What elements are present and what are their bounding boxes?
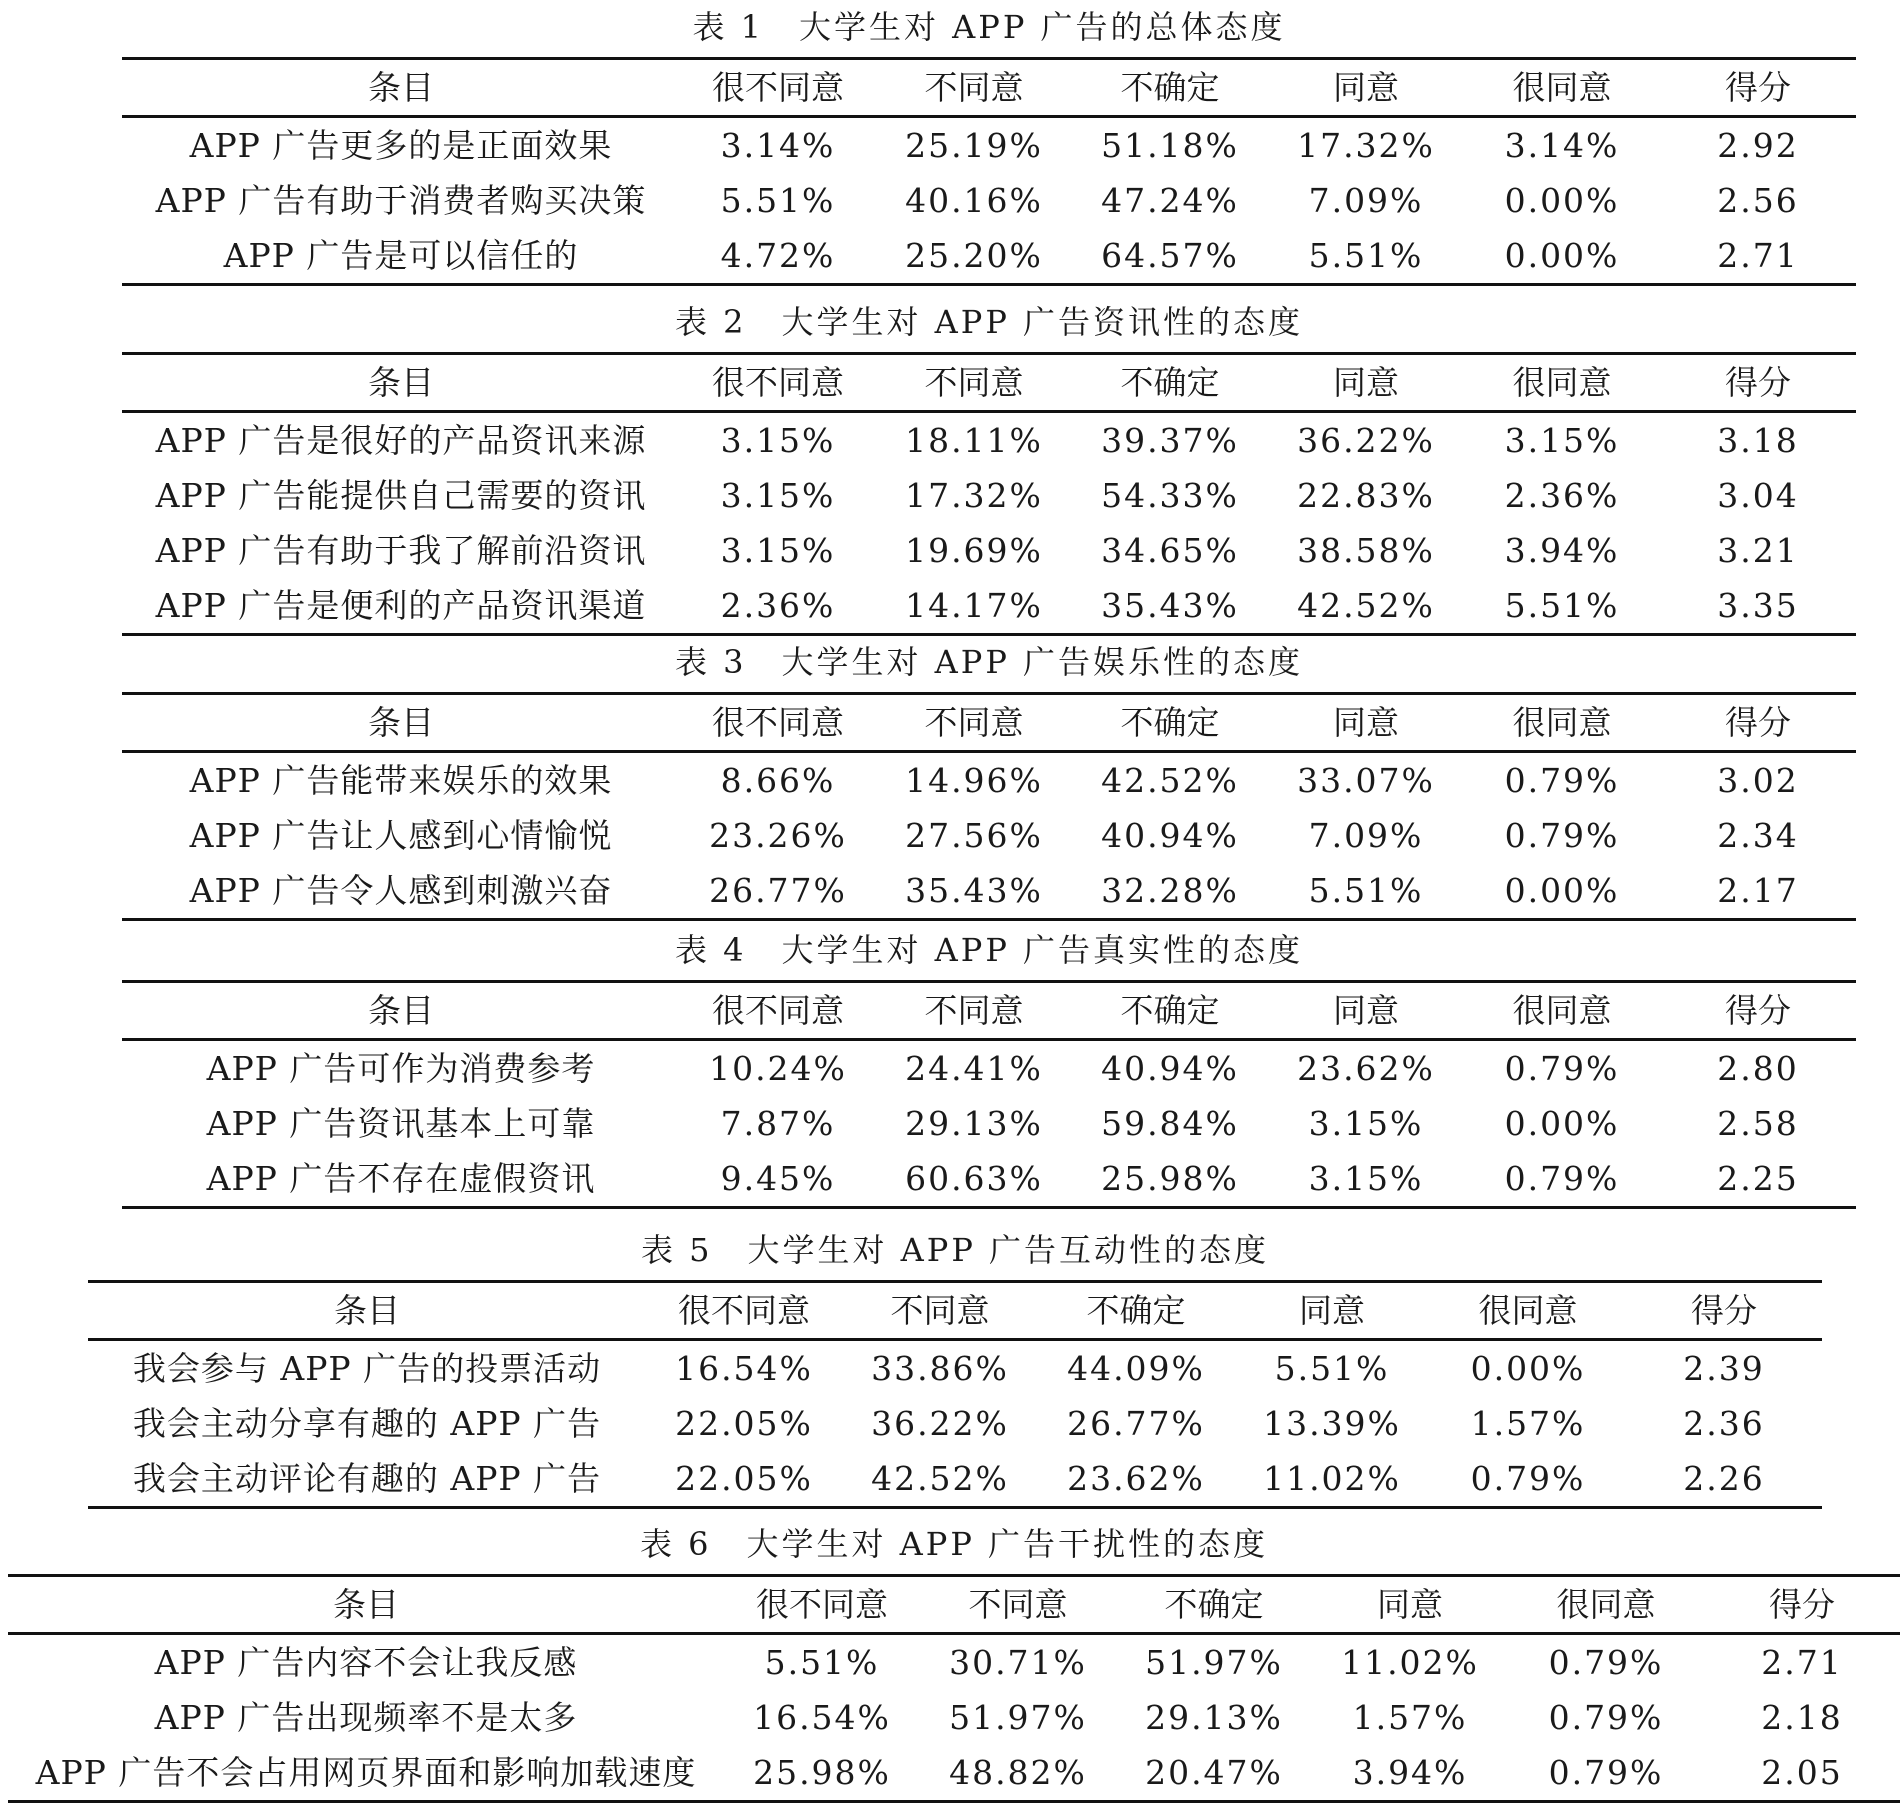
cell-agree: 22.83% — [1297, 476, 1435, 515]
cell-strongly-agree: 0.79% — [1464, 1151, 1660, 1208]
cell-score: 2.71 — [1660, 228, 1856, 285]
cell-disagree: 40.16% — [905, 181, 1043, 220]
column-header-score: 得分 — [1660, 982, 1856, 1040]
column-header-strongly-disagree: 很不同意 — [680, 59, 876, 117]
column-header-disagree: 不同意 — [876, 982, 1072, 1040]
table-row — [88, 1451, 1822, 1508]
data-table — [122, 980, 1856, 1209]
cell-strongly-disagree: 3.15% — [720, 421, 836, 460]
cell-strongly-agree: 0.79% — [1548, 1698, 1664, 1737]
cell-strongly-disagree: 3.14% — [720, 126, 836, 165]
column-header-item: 条目 — [122, 694, 680, 752]
cell-agree: 5.51% — [1274, 1349, 1390, 1388]
cell-score: 2.56 — [1717, 181, 1799, 220]
cell-disagree: 33.86% — [871, 1349, 1009, 1388]
cell-strongly-disagree: 22.05% — [646, 1451, 842, 1508]
column-header-agree: 同意 — [1268, 694, 1464, 752]
cell-strongly-disagree: 3.15% — [720, 531, 836, 570]
cell-uncertain: 39.37% — [1101, 421, 1239, 460]
column-header-disagree: 不同意 — [876, 354, 1072, 412]
cell-uncertain: 23.62% — [1038, 1451, 1234, 1508]
column-header-strongly-disagree: 很不同意 — [680, 982, 876, 1040]
column-header-disagree: 不同意 — [876, 59, 1072, 117]
column-header-strongly-disagree: 很不同意 — [724, 1576, 920, 1634]
data-table — [122, 692, 1856, 921]
cell-disagree: 42.52% — [842, 1451, 1038, 1508]
table-row — [8, 1634, 1900, 1691]
column-header-item: 条目 — [122, 59, 680, 117]
cell-uncertain: 26.77% — [1067, 1404, 1205, 1443]
data-table — [88, 1280, 1822, 1509]
table-row — [122, 468, 1856, 523]
cell-agree: 3.15% — [1308, 1104, 1424, 1143]
cell-strongly-disagree: 26.77% — [680, 863, 876, 920]
column-header-score: 得分 — [1704, 1576, 1900, 1634]
row-label: APP 广告让人感到心情愉悦 — [189, 816, 613, 855]
cell-strongly-disagree: 16.54% — [675, 1349, 813, 1388]
table-row — [122, 412, 1856, 469]
cell-strongly-disagree: 10.24% — [709, 1049, 847, 1088]
cell-uncertain: 35.43% — [1072, 578, 1268, 635]
cell-disagree: 35.43% — [876, 863, 1072, 920]
table-row — [122, 1151, 1856, 1208]
column-header-score: 得分 — [1660, 59, 1856, 117]
column-header-strongly-disagree: 很不同意 — [680, 354, 876, 412]
row-label: APP 广告能带来娱乐的效果 — [189, 761, 613, 800]
cell-disagree: 48.82% — [920, 1745, 1116, 1802]
column-header-item: 条目 — [122, 354, 680, 412]
cell-agree: 11.02% — [1341, 1643, 1479, 1682]
cell-strongly-disagree: 4.72% — [680, 228, 876, 285]
row-label: APP 广告不会占用网页界面和影响加载速度 — [8, 1745, 724, 1802]
cell-disagree: 29.13% — [905, 1104, 1043, 1143]
column-header-strongly-agree: 很同意 — [1508, 1576, 1704, 1634]
table-row — [88, 1396, 1822, 1451]
table-row — [122, 808, 1856, 863]
table-caption: 表 3 大学生对 APP 广告娱乐性的态度 — [674, 643, 1304, 681]
cell-disagree: 24.41% — [905, 1049, 1043, 1088]
cell-score: 3.04 — [1717, 476, 1799, 515]
cell-agree: 7.09% — [1308, 181, 1424, 220]
cell-strongly-agree: 3.94% — [1504, 531, 1620, 570]
row-label: APP 广告是很好的产品资讯来源 — [155, 421, 647, 460]
cell-strongly-agree: 3.14% — [1504, 126, 1620, 165]
cell-agree: 7.09% — [1308, 816, 1424, 855]
row-label: APP 广告能提供自己需要的资讯 — [155, 476, 647, 515]
cell-disagree: 51.97% — [949, 1698, 1087, 1737]
header-row — [122, 59, 1856, 117]
header-row — [122, 694, 1856, 752]
row-label: APP 广告资讯基本上可靠 — [206, 1104, 596, 1143]
header-row — [8, 1576, 1900, 1634]
column-header-strongly-agree: 很同意 — [1430, 1282, 1626, 1340]
cell-disagree: 25.19% — [905, 126, 1043, 165]
header-row — [88, 1282, 1822, 1340]
column-header-agree: 同意 — [1268, 59, 1464, 117]
cell-strongly-disagree: 8.66% — [720, 761, 836, 800]
row-label: 我会参与 APP 广告的投票活动 — [132, 1349, 602, 1388]
cell-agree: 42.52% — [1268, 578, 1464, 635]
column-header-uncertain: 不确定 — [1116, 1576, 1312, 1634]
column-header-agree: 同意 — [1234, 1282, 1430, 1340]
cell-score: 3.35 — [1660, 578, 1856, 635]
row-label: APP 广告是可以信任的 — [122, 228, 680, 285]
column-header-strongly-disagree: 很不同意 — [680, 694, 876, 752]
cell-uncertain: 44.09% — [1067, 1349, 1205, 1388]
cell-uncertain: 29.13% — [1145, 1698, 1283, 1737]
row-label: APP 广告有助于我了解前沿资讯 — [155, 531, 647, 570]
row-label: APP 广告内容不会让我反感 — [154, 1643, 578, 1682]
table-row — [122, 1040, 1856, 1097]
table-row — [122, 523, 1856, 578]
column-header-strongly-agree: 很同意 — [1464, 694, 1660, 752]
cell-strongly-disagree: 25.98% — [724, 1745, 920, 1802]
cell-strongly-agree: 5.51% — [1464, 578, 1660, 635]
table-row — [122, 228, 1856, 285]
table-row — [8, 1690, 1900, 1745]
column-header-uncertain: 不确定 — [1072, 982, 1268, 1040]
table-caption: 表 4 大学生对 APP 广告真实性的态度 — [674, 931, 1304, 969]
column-header-strongly-disagree: 很不同意 — [646, 1282, 842, 1340]
cell-score: 2.25 — [1660, 1151, 1856, 1208]
column-header-uncertain: 不确定 — [1072, 694, 1268, 752]
cell-uncertain: 64.57% — [1072, 228, 1268, 285]
cell-agree: 36.22% — [1297, 421, 1435, 460]
cell-strongly-agree: 0.79% — [1508, 1745, 1704, 1802]
cell-strongly-agree: 3.15% — [1504, 421, 1620, 460]
cell-score: 3.18 — [1717, 421, 1799, 460]
table-row — [122, 1096, 1856, 1151]
cell-strongly-agree: 0.00% — [1504, 1104, 1620, 1143]
cell-score: 2.71 — [1761, 1643, 1843, 1682]
cell-uncertain: 40.94% — [1101, 816, 1239, 855]
cell-strongly-disagree: 2.36% — [680, 578, 876, 635]
cell-agree: 17.32% — [1297, 126, 1435, 165]
cell-uncertain: 34.65% — [1101, 531, 1239, 570]
cell-score: 3.21 — [1717, 531, 1799, 570]
cell-score: 2.39 — [1683, 1349, 1765, 1388]
cell-agree: 5.51% — [1268, 228, 1464, 285]
column-header-item: 条目 — [8, 1576, 724, 1634]
column-header-strongly-agree: 很同意 — [1464, 59, 1660, 117]
column-header-disagree: 不同意 — [920, 1576, 1116, 1634]
table-row — [88, 1340, 1822, 1397]
cell-score: 2.36 — [1683, 1404, 1765, 1443]
table-row — [122, 752, 1856, 809]
cell-uncertain: 40.94% — [1101, 1049, 1239, 1088]
table-row — [8, 1745, 1900, 1802]
cell-strongly-agree: 0.00% — [1470, 1349, 1586, 1388]
cell-score: 3.02 — [1717, 761, 1799, 800]
column-header-strongly-agree: 很同意 — [1464, 354, 1660, 412]
cell-strongly-disagree: 16.54% — [753, 1698, 891, 1737]
cell-strongly-disagree: 3.15% — [720, 476, 836, 515]
cell-score: 2.17 — [1660, 863, 1856, 920]
row-label: APP 广告更多的是正面效果 — [189, 126, 613, 165]
row-label: APP 广告有助于消费者购买决策 — [155, 181, 647, 220]
cell-disagree: 17.32% — [905, 476, 1043, 515]
table-caption: 表 2 大学生对 APP 广告资讯性的态度 — [674, 303, 1304, 341]
column-header-strongly-agree: 很同意 — [1464, 982, 1660, 1040]
cell-uncertain: 54.33% — [1101, 476, 1239, 515]
cell-disagree: 30.71% — [949, 1643, 1087, 1682]
column-header-score: 得分 — [1660, 694, 1856, 752]
data-table — [122, 57, 1856, 286]
column-header-agree: 同意 — [1268, 982, 1464, 1040]
cell-strongly-agree: 0.79% — [1430, 1451, 1626, 1508]
column-header-agree: 同意 — [1312, 1576, 1508, 1634]
cell-score: 2.58 — [1717, 1104, 1799, 1143]
table-caption: 表 5 大学生对 APP 广告互动性的态度 — [640, 1231, 1270, 1269]
cell-score: 2.18 — [1761, 1698, 1843, 1737]
cell-score: 2.26 — [1626, 1451, 1822, 1508]
row-label: APP 广告令人感到刺激兴奋 — [122, 863, 680, 920]
column-header-agree: 同意 — [1268, 354, 1464, 412]
column-header-uncertain: 不确定 — [1072, 59, 1268, 117]
cell-strongly-agree: 0.00% — [1464, 228, 1660, 285]
table-row — [122, 173, 1856, 228]
data-table — [8, 1574, 1900, 1803]
cell-strongly-disagree: 22.05% — [675, 1404, 813, 1443]
cell-agree: 23.62% — [1297, 1049, 1435, 1088]
cell-uncertain: 59.84% — [1101, 1104, 1239, 1143]
cell-score: 2.92 — [1717, 126, 1799, 165]
column-header-disagree: 不同意 — [876, 694, 1072, 752]
cell-disagree: 27.56% — [905, 816, 1043, 855]
column-header-uncertain: 不确定 — [1072, 354, 1268, 412]
cell-score: 2.34 — [1717, 816, 1799, 855]
row-label: 我会主动分享有趣的 APP 广告 — [132, 1404, 602, 1443]
cell-uncertain: 20.47% — [1116, 1745, 1312, 1802]
cell-agree: 38.58% — [1297, 531, 1435, 570]
column-header-item: 条目 — [122, 982, 680, 1040]
column-header-disagree: 不同意 — [842, 1282, 1038, 1340]
cell-disagree: 25.20% — [876, 228, 1072, 285]
cell-score: 2.80 — [1717, 1049, 1799, 1088]
row-label: APP 广告不存在虚假资讯 — [122, 1151, 680, 1208]
cell-strongly-agree: 0.79% — [1504, 1049, 1620, 1088]
cell-strongly-agree: 2.36% — [1504, 476, 1620, 515]
cell-agree: 33.07% — [1297, 761, 1435, 800]
cell-disagree: 18.11% — [905, 421, 1043, 460]
row-label: 我会主动评论有趣的 APP 广告 — [88, 1451, 646, 1508]
cell-disagree: 36.22% — [871, 1404, 1009, 1443]
table-caption: 表 6 大学生对 APP 广告干扰性的态度 — [639, 1525, 1269, 1563]
data-table — [122, 352, 1856, 636]
cell-score: 2.05 — [1704, 1745, 1900, 1802]
header-row — [122, 354, 1856, 412]
cell-agree: 3.94% — [1312, 1745, 1508, 1802]
cell-disagree: 60.63% — [876, 1151, 1072, 1208]
column-header-score: 得分 — [1660, 354, 1856, 412]
cell-strongly-agree: 0.79% — [1504, 816, 1620, 855]
cell-strongly-agree: 0.79% — [1548, 1643, 1664, 1682]
row-label: APP 广告是便利的产品资讯渠道 — [122, 578, 680, 635]
cell-uncertain: 51.97% — [1145, 1643, 1283, 1682]
cell-uncertain: 47.24% — [1101, 181, 1239, 220]
header-row — [122, 982, 1856, 1040]
row-label: APP 广告出现频率不是太多 — [154, 1698, 578, 1737]
column-header-item: 条目 — [88, 1282, 646, 1340]
cell-strongly-agree: 0.00% — [1464, 863, 1660, 920]
cell-agree: 13.39% — [1263, 1404, 1401, 1443]
table-row — [122, 863, 1856, 920]
cell-disagree: 14.17% — [876, 578, 1072, 635]
table-caption: 表 1 大学生对 APP 广告的总体态度 — [692, 8, 1286, 46]
cell-strongly-disagree: 9.45% — [680, 1151, 876, 1208]
cell-strongly-disagree: 23.26% — [709, 816, 847, 855]
cell-strongly-agree: 0.00% — [1504, 181, 1620, 220]
column-header-uncertain: 不确定 — [1038, 1282, 1234, 1340]
cell-disagree: 14.96% — [905, 761, 1043, 800]
table-row — [122, 117, 1856, 174]
cell-agree: 5.51% — [1268, 863, 1464, 920]
row-label: APP 广告可作为消费参考 — [206, 1049, 596, 1088]
cell-uncertain: 32.28% — [1072, 863, 1268, 920]
cell-agree: 1.57% — [1352, 1698, 1468, 1737]
cell-uncertain: 51.18% — [1101, 126, 1239, 165]
cell-uncertain: 42.52% — [1101, 761, 1239, 800]
cell-disagree: 19.69% — [905, 531, 1043, 570]
cell-uncertain: 25.98% — [1072, 1151, 1268, 1208]
cell-strongly-agree: 1.57% — [1470, 1404, 1586, 1443]
cell-strongly-disagree: 7.87% — [720, 1104, 836, 1143]
table-row — [122, 578, 1856, 635]
cell-strongly-disagree: 5.51% — [764, 1643, 880, 1682]
column-header-score: 得分 — [1626, 1282, 1822, 1340]
cell-strongly-agree: 0.79% — [1504, 761, 1620, 800]
cell-strongly-disagree: 5.51% — [720, 181, 836, 220]
cell-agree: 3.15% — [1268, 1151, 1464, 1208]
cell-agree: 11.02% — [1234, 1451, 1430, 1508]
